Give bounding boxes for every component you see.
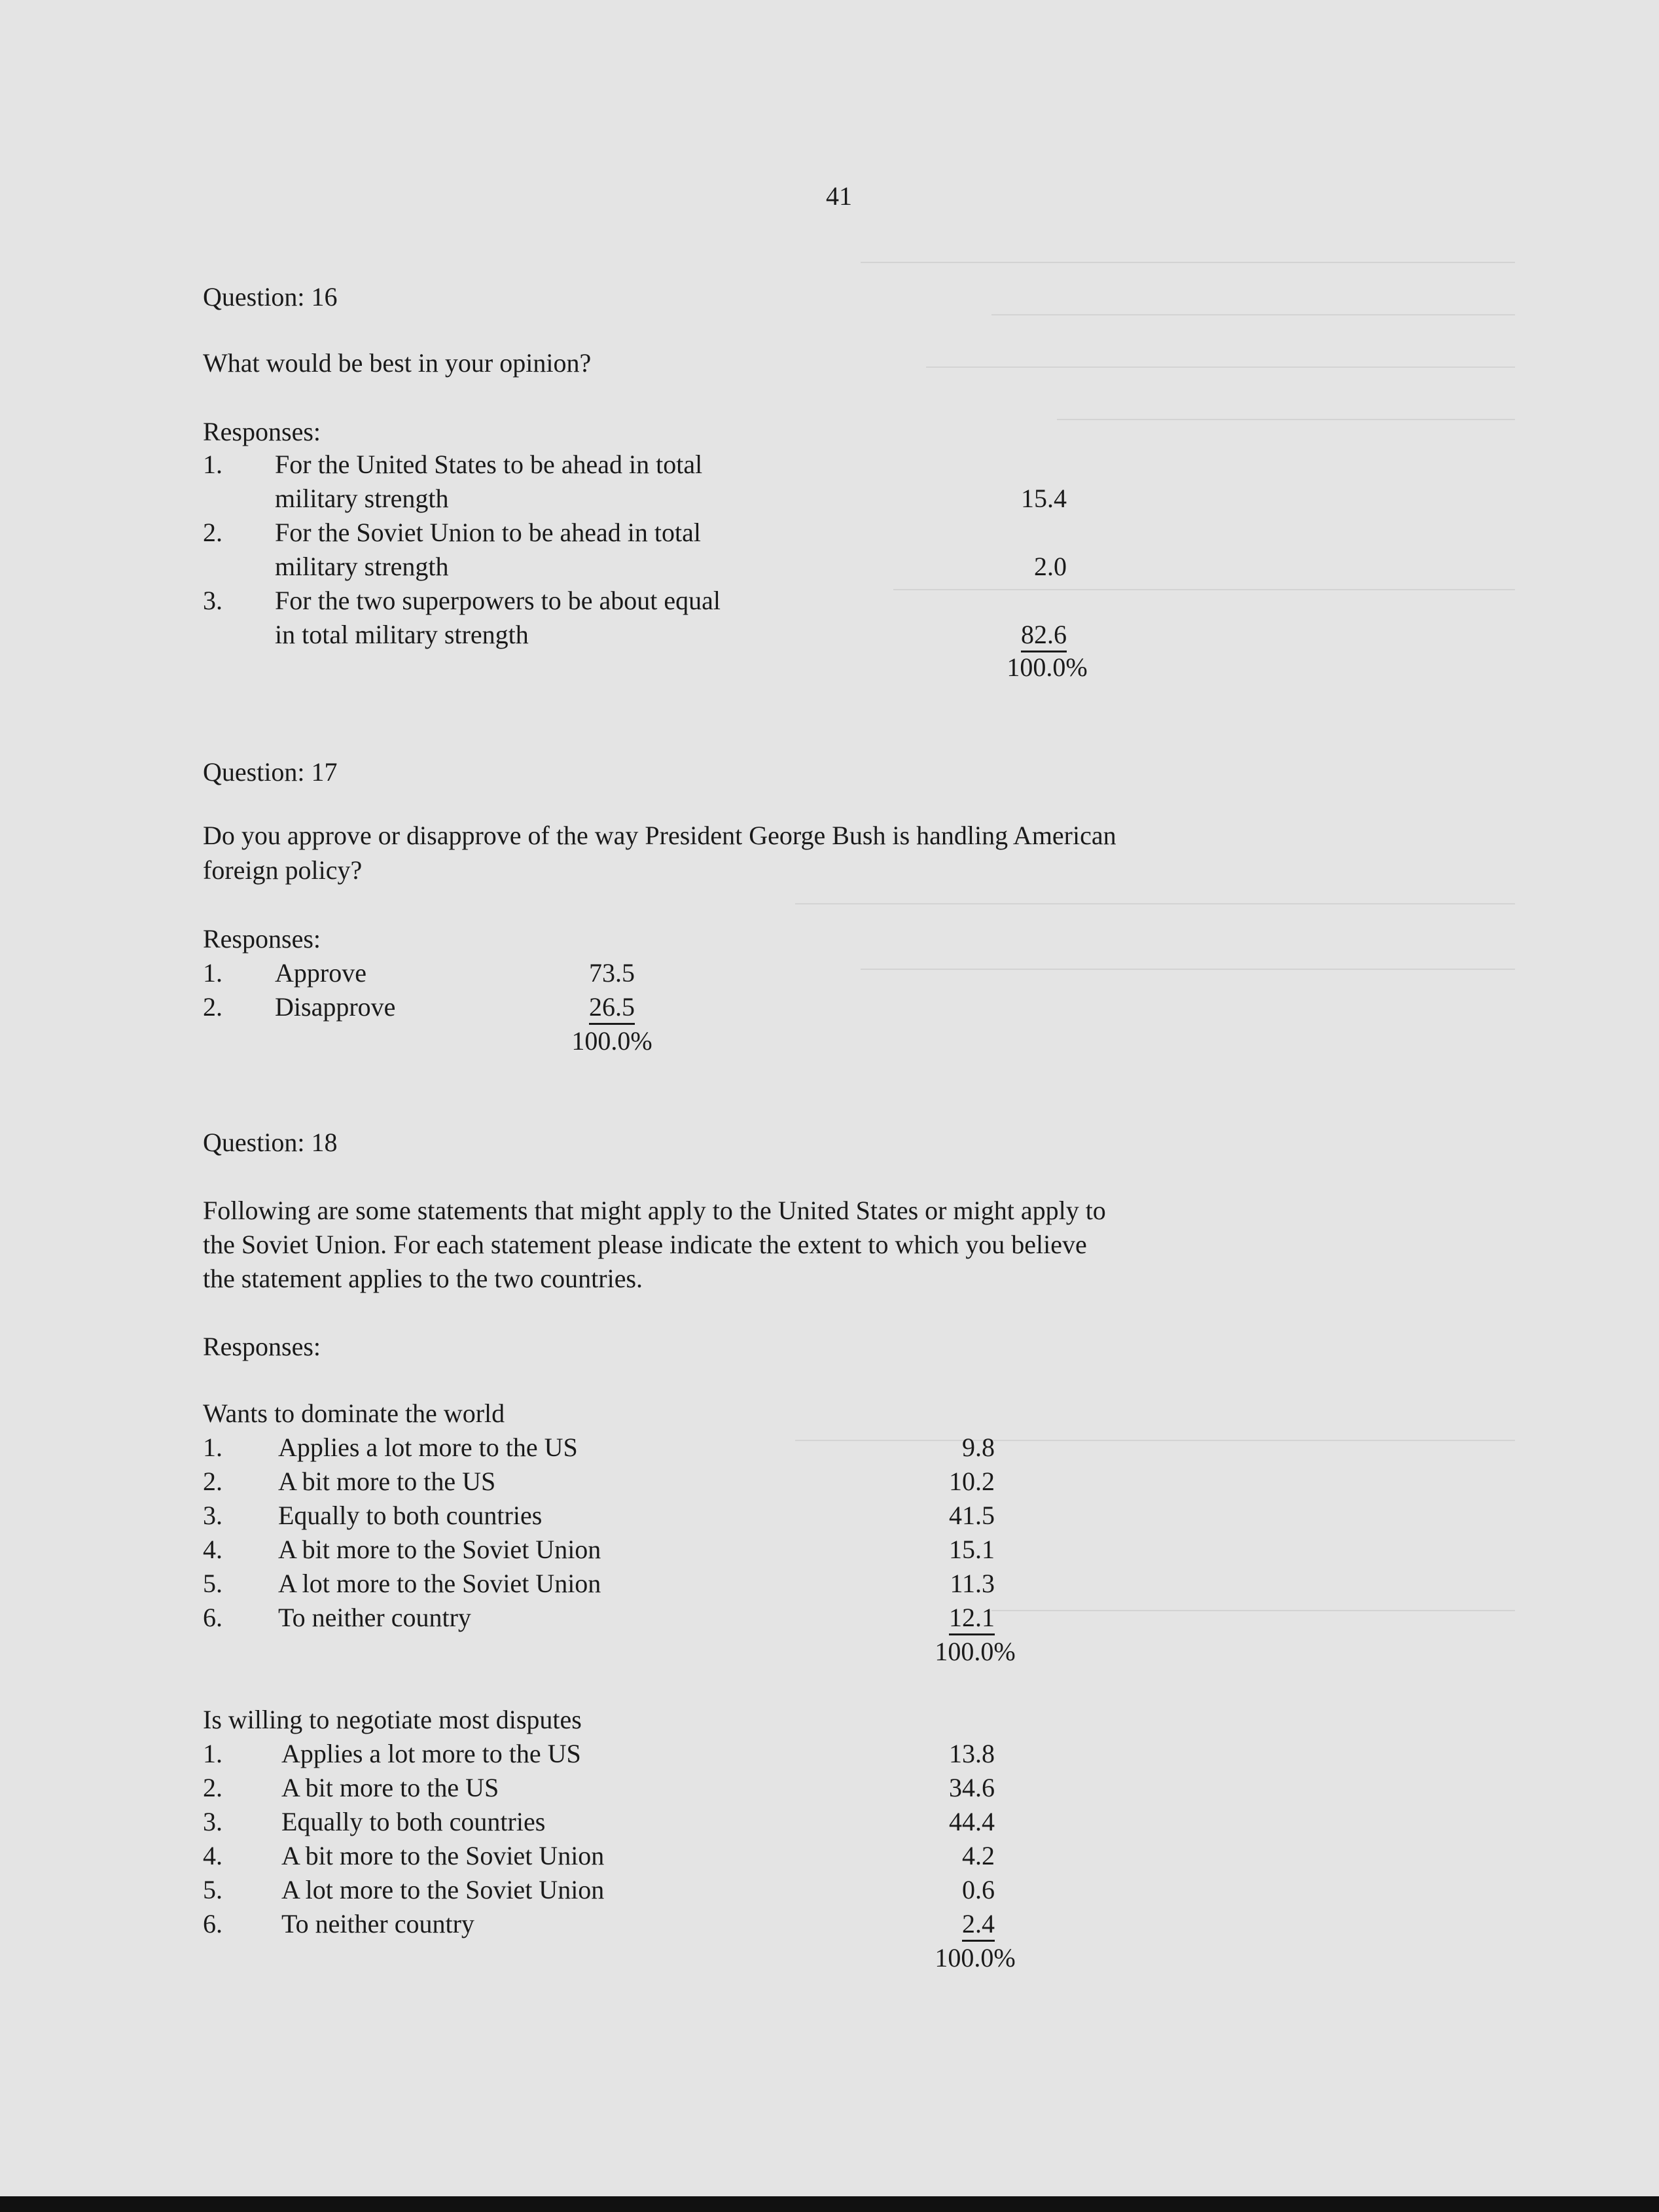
response-total: 100.0%: [571, 1026, 652, 1056]
response-value: 13.8: [949, 1739, 995, 1768]
response-number: 3.: [203, 1501, 223, 1530]
response-number: 1.: [203, 1739, 223, 1768]
response-value: 82.6: [1021, 622, 1067, 652]
response-label: Approve: [275, 958, 366, 988]
response-label: A bit more to the Soviet Union: [281, 1841, 605, 1870]
response-value: 11.3: [950, 1569, 995, 1598]
response-number: 3.: [203, 586, 223, 615]
response-total: 100.0%: [935, 1637, 1016, 1666]
responses-label: Responses:: [203, 417, 321, 446]
response-value: 4.2: [962, 1841, 995, 1870]
response-number: 6.: [203, 1909, 223, 1938]
response-value-underlined: [883, 1605, 995, 1635]
response-label: Applies a lot more to the US: [281, 1739, 581, 1768]
response-label: A lot more to the Soviet Union: [281, 1875, 605, 1904]
statement-title: Wants to dominate the world: [203, 1399, 505, 1428]
response-value: 41.5: [949, 1501, 995, 1530]
response-number: 2.: [203, 992, 223, 1022]
response-total: 100.0%: [935, 1943, 1016, 1972]
response-label-cont: military strength: [275, 552, 449, 581]
page-number: 41: [826, 181, 852, 211]
response-total: 100.0%: [1007, 652, 1088, 682]
response-number: 1.: [203, 450, 223, 479]
response-value: 2.0: [1034, 552, 1067, 581]
response-label: For the Soviet Union to be ahead in total: [275, 518, 701, 547]
responses-label: Responses:: [203, 1332, 321, 1361]
response-label: A bit more to the US: [281, 1773, 499, 1802]
response-number: 5.: [203, 1569, 223, 1598]
question-header: Question: 16: [203, 282, 338, 312]
response-label-cont: military strength: [275, 484, 449, 513]
response-value: 34.6: [949, 1773, 995, 1802]
question-prompt-cont: the statement applies to the two countries.: [203, 1264, 643, 1293]
response-number: 1.: [203, 1433, 223, 1462]
response-label: A bit more to the US: [278, 1467, 496, 1496]
response-value: 15.4: [1021, 484, 1067, 513]
response-label: Equally to both countries: [281, 1807, 546, 1836]
question-header: Question: 17: [203, 757, 338, 787]
response-label: A bit more to the Soviet Union: [278, 1535, 601, 1564]
response-value: 2.4: [962, 1911, 995, 1942]
response-number: 6.: [203, 1603, 223, 1632]
response-value: 9.8: [962, 1433, 995, 1462]
question-prompt: Following are some statements that might apply to the United States or might apply to: [203, 1196, 1106, 1225]
response-label: Equally to both countries: [278, 1501, 543, 1530]
response-label: A lot more to the Soviet Union: [278, 1569, 601, 1598]
scan-edge: [0, 2196, 1659, 2212]
response-number: 4.: [203, 1535, 223, 1564]
response-value: 12.1: [949, 1605, 995, 1635]
question-header: Question: 18: [203, 1128, 338, 1157]
response-number: 1.: [203, 958, 223, 988]
question-prompt-cont: foreign policy?: [203, 855, 363, 885]
response-label: Applies a lot more to the US: [278, 1433, 578, 1462]
responses-label: Responses:: [203, 924, 321, 954]
response-value: 26.5: [589, 994, 635, 1025]
response-value-underlined: [524, 994, 635, 1025]
response-value: 73.5: [589, 958, 635, 988]
response-value: 10.2: [949, 1467, 995, 1496]
response-number: 5.: [203, 1875, 223, 1904]
response-value-underlined: [955, 622, 1067, 652]
response-label: To neither country: [281, 1909, 474, 1938]
response-value: 44.4: [949, 1807, 995, 1836]
question-prompt: What would be best in your opinion?: [203, 348, 592, 378]
response-label: To neither country: [278, 1603, 471, 1632]
question-prompt-cont: the Soviet Union. For each statement please indicate the extent to which you believe: [203, 1230, 1087, 1259]
response-value: 15.1: [949, 1535, 995, 1564]
statement-title: Is willing to negotiate most disputes: [203, 1705, 582, 1734]
response-number: 2.: [203, 518, 223, 547]
question-prompt: Do you approve or disapprove of the way President George Bush is handling American: [203, 821, 1116, 850]
response-number: 2.: [203, 1773, 223, 1802]
response-value-underlined: [883, 1911, 995, 1942]
response-number: 4.: [203, 1841, 223, 1870]
response-value: 0.6: [962, 1875, 995, 1904]
response-label: For the United States to be ahead in total: [275, 450, 703, 479]
response-label: Disapprove: [275, 992, 396, 1022]
response-label-cont: in total military strength: [275, 620, 529, 649]
response-number: 2.: [203, 1467, 223, 1496]
response-number: 3.: [203, 1807, 223, 1836]
response-label: For the two superpowers to be about equal: [275, 586, 721, 615]
